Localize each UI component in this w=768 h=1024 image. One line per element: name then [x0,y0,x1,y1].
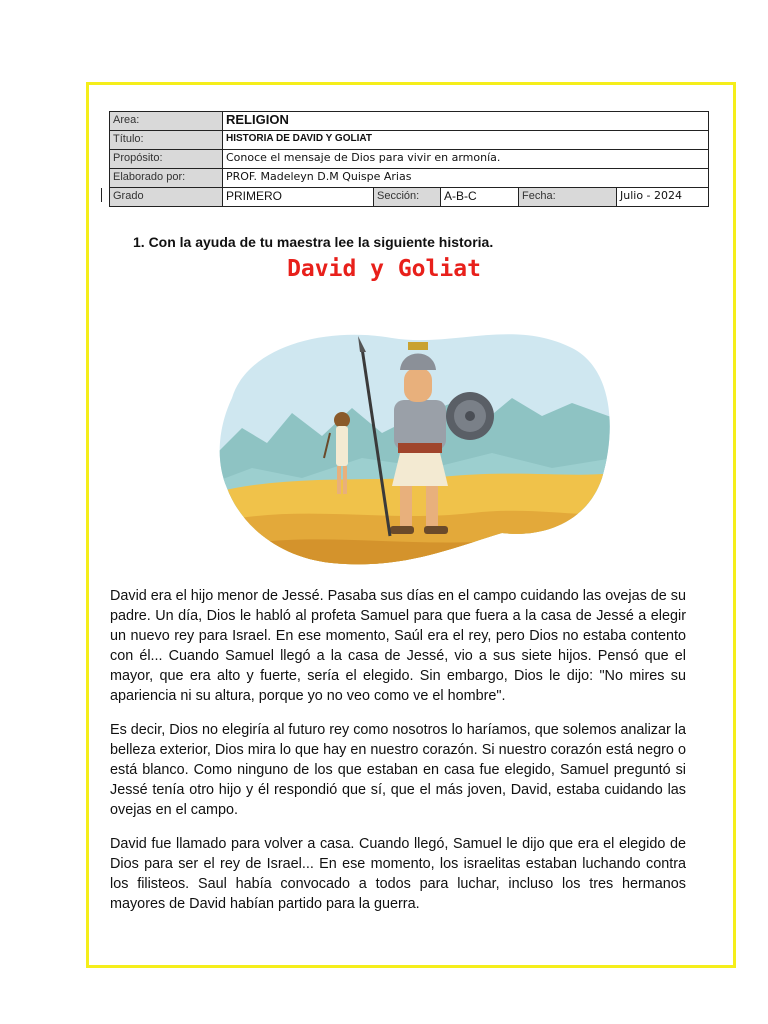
row-titulo [110,131,709,150]
elaborado-label: Elaborado por: [110,169,223,188]
story-body [110,586,686,928]
instruction: 1. Con la ayuda de tu maestra lee la siguiente historia. [133,234,494,250]
story-paragraph: Es decir, Dios no elegiría al futuro rey como nosotros lo haríamos, que solemos analizar la belleza exterior, Dios mira lo que hay en nuestro corazón. Si nuestro corazón está negro o está blanco. Como ninguno de los que estaban en casa fue elegido, Samuel preguntó si Jessé tenía otro hijo y él respondió que sí, que el más joven, David, estaba cuidando las ovejas en el campo. [110,722,686,818]
area-value: RELIGION [223,112,709,131]
row-elaborado [110,169,709,188]
proposito-label: Propósito: [110,150,223,169]
row-grado [110,188,709,207]
text-cursor [101,188,102,202]
grado-label: Grado [110,188,223,207]
area-label: Area: [110,112,223,131]
proposito-value: Conoce el mensaje de Dios para vivir en armonía. [223,150,709,169]
titulo-value: HISTORIA DE DAVID Y GOLIAT [223,131,709,150]
grado-value: PRIMERO [223,188,374,207]
row-area [110,112,709,131]
story-paragraph: David era el hijo menor de Jessé. Pasaba sus días en el campo cuidando las ovejas de su padre. Un día, Dios le habló al profeta Samuel para que fuera a la casa de Jessé a elegir un nuevo rey para Israel. En ese momento, Saúl era el rey, pero Dios no estaba contento con él... Cuando Samuel llegó a la casa de Jessé, vio a sus siete hijos. Pensó que el mayor, que era alto y fuerte, sería el elegido. Sin embargo, Dios le dijo: "No mires su apariencia ni su altura, porque yo no veo como ve el hombre". [110,588,686,704]
seccion-label: Sección: [374,188,441,207]
fecha-value: Julio - 2024 [617,188,709,207]
fecha-label: Fecha: [519,188,617,207]
story-paragraph: David fue llamado para volver a casa. Cuando llegó, Samuel le dijo que era el elegido de Dios para ser el rey de Israel... En ese momento, los israelitas estaban luchando contra los filisteos. Saul había convocado a todos para luchar, incluso los tres hermanos mayores de David habían partido para la guerra. [110,836,686,912]
david-goliath-illustration [212,308,614,570]
row-proposito [110,150,709,169]
elaborado-value: PROF. Madeleyn D.M Quispe Arias [223,169,709,188]
titulo-label: Título: [110,131,223,150]
info-table [109,111,709,207]
story-title: David y Goliat [287,256,481,282]
seccion-value: A-B-C [441,188,519,207]
